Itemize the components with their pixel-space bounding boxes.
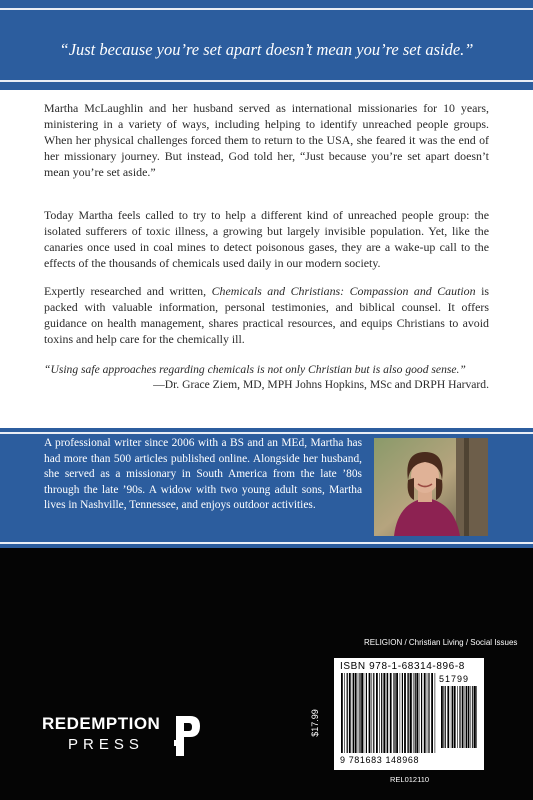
blurb-paragraph-2: Today Martha feels called to try to help a different kind of unreached people group: the isolated sufferers of toxic illness, a growing but largely invisible population. Yet, like the canaries once used in coal mines to detect poisonous gases, they are a wake-up call to the effects of the thousands of chemicals used daily in our modern society. <box>44 208 489 270</box>
author-banner <box>0 428 533 548</box>
quote-banner <box>0 0 533 90</box>
endorsement-quote: “Using safe approaches regarding chemicals is not only Christian but is also good sense.” <box>44 363 466 376</box>
back-cover-footer <box>0 548 533 800</box>
author-stripe-bottom <box>0 542 533 544</box>
blurb-paragraph-3 <box>44 283 489 347</box>
barcode-digits: 9 781683 148968 <box>340 755 420 765</box>
banner-quote: “Just because you’re set apart doesn’t mean you’re set aside.” <box>59 40 474 59</box>
isbn-barcode <box>340 673 436 753</box>
author-stripe-top <box>0 432 533 434</box>
price-addon-barcode <box>440 686 478 748</box>
publisher-name-line2: PRESS <box>68 736 144 753</box>
author-photo <box>374 438 488 536</box>
publisher-name-line1: REDEMPTION <box>42 714 161 733</box>
blurb-p3-lead: Expertly researched and written, <box>44 284 212 298</box>
endorsement-attribution: —Dr. Grace Ziem, MD, MPH Johns Hopkins, MSc and DRPH Harvard. <box>153 378 489 391</box>
publisher-logo <box>42 714 202 774</box>
publisher-mark-icon <box>172 714 202 758</box>
blurb-p3-rest: is packed with valuable information, personal testimonies, and biblical counsel. It offers guidance on health management, shares practical resources, and equips Christians to avoid toxins and help care for the chemically ill. <box>44 284 490 346</box>
banner-stripe-top <box>0 8 533 10</box>
price-label: $17.99 <box>310 709 320 737</box>
author-bio: A professional writer since 2006 with a BS and an MEd, Martha has had more than 500 articles published online. Alongside her husband, she served as a missionary in South America from the late ’80s through the late ’90s. A widow with two young adult sons, Martha lives in Nashville, Tennessee, and enjoys outdoor activities. <box>44 437 362 512</box>
category-label: RELIGION / Christian Living / Social Issues <box>364 638 518 647</box>
barcode-panel <box>334 658 484 770</box>
isbn-label: ISBN 978-1-68314-896-8 <box>340 661 465 672</box>
blurb-paragraph-1: Martha McLaughlin and her husband served as international missionaries for 10 years, ministering in a variety of ways, including helping to identify unreached people groups. When her physical challenges forced them to return to the USA, she feared it was the end of her missionary journey. But instead, God told her, “Just because you’re set apart doesn’t mean you’re set aside.” <box>44 101 489 179</box>
banner-stripe-bottom <box>0 80 533 82</box>
book-title: Chemicals and Christians: Compassion and Caution <box>211 284 476 298</box>
price-addon-number: 51799 <box>439 674 470 684</box>
catalog-code: REL012110 <box>390 775 430 784</box>
endorsement <box>44 362 489 392</box>
